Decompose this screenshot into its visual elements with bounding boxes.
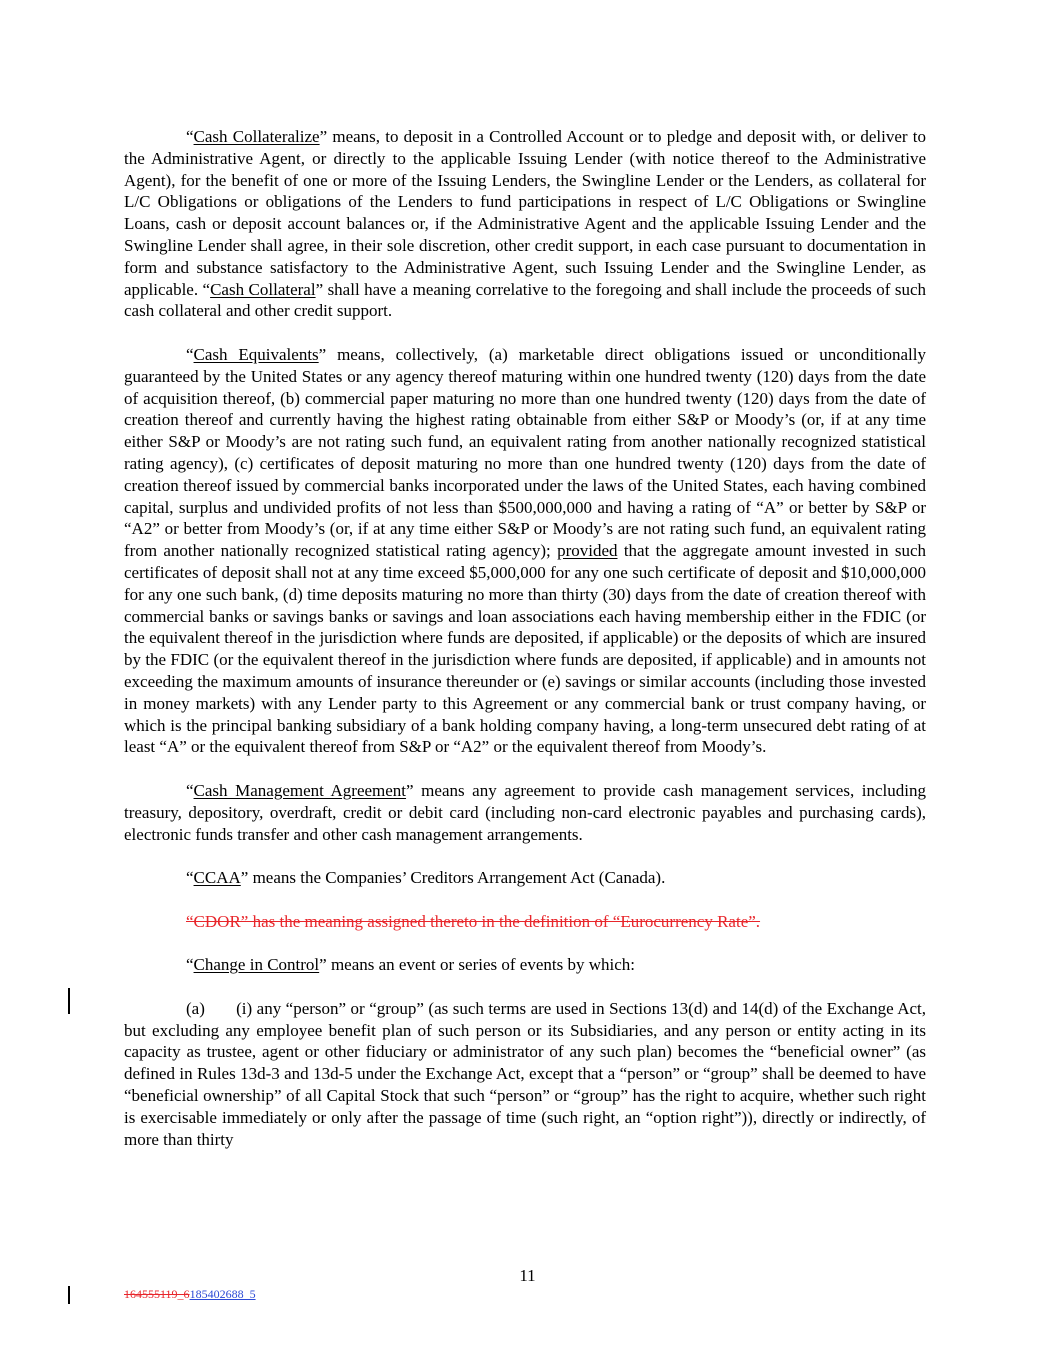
definition-text: ” means the Companies’ Creditors Arrangement Act (Canada). (240, 868, 666, 888)
quote-mark: “ (186, 868, 194, 888)
definition-text: ” means any agreement to provide cash management services, including treasury, depository, overdraft, credit or debit card (including non-card electronic payables and purchasing cards), electronic funds transfer and other cash management arrangements. (124, 780, 926, 844)
definition-text: ” shall have a meaning correlative to the foregoing and shall include the proceeds of such cash collateral and other credit support. (124, 279, 926, 321)
definition-cash-collateralize (124, 126, 926, 322)
definition-text: ” means, collectively, (a) marketable direct obligations issued or unconditionally guaranteed by the United States or any agency thereof maturing within one hundred twenty (120) days from the date of acquisition thereof, (b) commercial paper maturing no more than one hundred twenty (120) days from the date of creation thereof and currently having the highest rating obtainable from either S&P or Moody’s (or, if at any time either S&P or Moody’s are not rating such fund, an equivalent rating from another nationally recognized statistical rating agency), (c) certificates of deposit maturing no more than one hundred twenty (120) days from the date of creation thereof issued by commercial banks incorporated under the laws of the United States, each having combined capital, surplus and undivided profits of not less than $500,000,000 and having a rating of “A” or better by S&P or “A2” or better from Moody’s (or, if at any time either S&P or Moody’s are not rating such fund, an equivalent rating from another nationally recognized statistical rating agency); (124, 344, 927, 561)
defined-term-cash-collateral: Cash Collateral (210, 279, 316, 299)
change-bar (68, 988, 70, 1014)
quote-mark: “ (186, 780, 194, 800)
defined-term-ccaa: CCAA (193, 868, 241, 888)
definition-text: ” means an event or series of events by which: (319, 955, 635, 975)
document-body (124, 126, 931, 1150)
quote-mark: “ (186, 955, 194, 975)
defined-term-cash-equivalents: Cash Equivalents (193, 344, 319, 364)
change-bar (68, 1286, 70, 1304)
document-id (124, 1287, 256, 1302)
definition-text: that the aggregate amount invested in such certificates of deposit shall not at any time exceed $5,000,000 for any one such certificate of deposit and $10,000,000 for any one such bank, (d) time deposits maturing no more than thirty (30) days from the date of creation thereof with commercial banks or savings banks or savings and loan associations each having membership either in the FDIC (or the equivalent thereof in the jurisdiction where funds are deposited, if applicable) or the deposits of which are insured by the FDIC (or the equivalent thereof in the jurisdiction where funds are deposited, if applicable) and in amounts not exceeding the maximum amounts of insurance thereunder or (e) savings or similar accounts (including those invested in money markets) with any Lender party to this Agreement or any commercial bank or trust company having, or which is the principal banking subsidiary of a bank holding company having, a long-term unsecured debt rating of at least “A” or the equivalent thereof from S&P or “A2” or the equivalent thereof from Moody’s. (124, 541, 926, 757)
definition-cdor-deleted (124, 911, 926, 933)
provided-term: provided (557, 541, 618, 561)
definition-change-in-control (124, 954, 926, 976)
definition-ccaa (124, 867, 926, 889)
defined-term-change-in-control: Change in Control (193, 955, 320, 975)
definition-cash-equivalents (124, 344, 926, 758)
defined-term-cash-management-agreement: Cash Management Agreement (193, 780, 407, 800)
definition-text: ” means, to deposit in a Controlled Account or to pledge and deposit with, or deliver to the Administrative Agent, or directly to the applicable Issuing Lender (with notice thereof to the Administrative Agent), for the benefit of one or more of the Issuing Lenders, the Swingline Lender or the Lenders, as collateral for L/C Obligations or obligations of the Lenders to fund participations in respect of L/C Obligations or Swingline Loans, cash or deposit account balances or, if the Administrative Agent and the applicable Issuing Lender and the Swingline Lender shall agree, in their sole discretion, other credit support, in each case pursuant to documentation in form and substance satisfactory to the Administrative Agent, such Issuing Lender and the Swingline Lender, as applicable. “ (124, 127, 927, 299)
defined-term-cash-collateralize: Cash Collateralize (193, 127, 320, 146)
new-document-id: 185402688_5 (189, 1287, 256, 1301)
quote-mark: “ (186, 344, 194, 364)
clause-a: (a) (i) any “person” or “group” (as such terms are used in Sections 13(d) and 14(d) of the Exchange Act, but excluding any employee benefit plan of such person or its Subsidiaries, and any person or entity acting in its capacity as trustee, agent or other fiduciary or administrator of any such plan) becomes the “beneficial owner” (as defined in Rules 13d-3 and 13d-5 under the Exchange Act, except that a “person” or “group” shall be deemed to have “beneficial ownership” of all Capital Stock that such “person” or “group” has the right to acquire, whether such right is exercisable immediately or only after the passage of time (such right, an “option right”)), directly or indirectly, of more than thirty (124, 998, 931, 1149)
page-number: 11 (519, 1266, 536, 1285)
deleted-text: “CDOR” has the meaning assigned thereto in the definition of “Eurocurrency Rate”. (186, 911, 761, 931)
old-document-id: 164555119_6 (124, 1287, 190, 1301)
definition-cash-management-agreement (124, 780, 926, 845)
quote-mark: “ (186, 127, 194, 146)
